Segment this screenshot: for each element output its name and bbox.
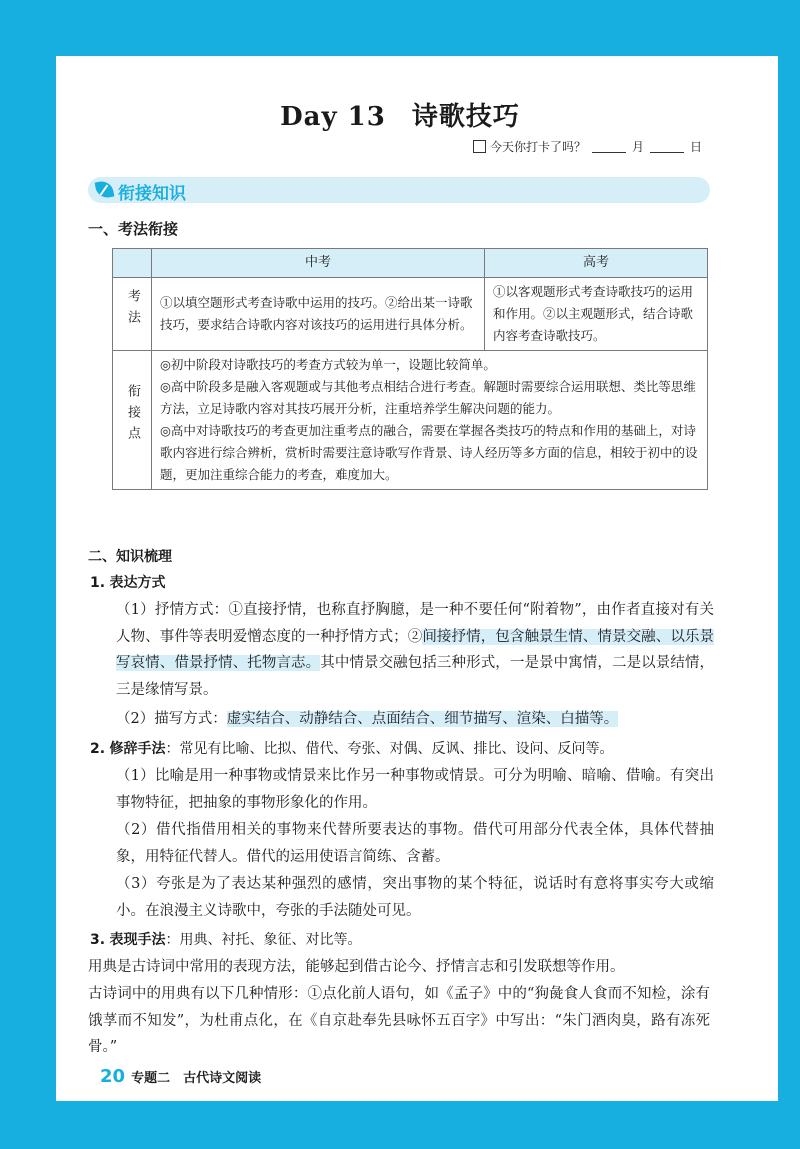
item1-p2-a: （2）描写方式： (116, 711, 227, 727)
item1-para-1 (116, 597, 714, 703)
title-day: Day 13 (280, 102, 386, 132)
title-topic: 诗歌技巧 (411, 102, 520, 132)
month-label: 月 (631, 140, 644, 154)
item2-para-1: （1）比喻是用一种事物或情景来比作另一种事物或情景。可分为明喻、暗喻、借喻。有突出事物特征，把抽象的事物形象化的作用。 (116, 768, 714, 811)
page-number: 20 (100, 1066, 126, 1087)
checkin-checkbox[interactable] (473, 140, 486, 153)
item2-para-3: （3）夸张是为了表达某种强烈的感情，突出事物的某个特征，说话时有意将事实夸大或缩小。在浪漫主义诗歌中，夸张的手法随处可见。 (116, 876, 714, 919)
item1-label: 表达方式 (109, 575, 166, 591)
item2-heading (90, 738, 614, 758)
table-header-row (113, 249, 708, 278)
item1-heading (90, 572, 166, 592)
xianjie-point-1: ◎初中阶段对诗歌技巧的考查方式较为单一，设题比较简单。 (160, 357, 496, 372)
cell-gaokao-kaofa: ①以客观题形式考查诗歌技巧的运用和作用。②以主观题形式，结合诗歌内容考查诗歌技巧。 (485, 278, 708, 351)
row-head-kaofa (113, 278, 152, 351)
item3-num: 3. (90, 932, 106, 948)
item1-p1-a: （1）抒情方式：①直接抒情，也称直抒胸臆，是一种不要任何“附着物”，由作者直接对有关人物、事件等表明爱憎态度的一种抒情方式；② (116, 602, 714, 645)
banner-label: 衔接知识 (118, 184, 186, 204)
cell-xianjie (152, 351, 708, 490)
item3-label: 表现手法 (109, 932, 166, 948)
page-footer (100, 1066, 261, 1087)
item3-p1-text: 用典是古诗词中常用的表现方法，能够起到借古论今、抒情言志和引发联想等作用。 (88, 959, 625, 975)
row-head-xianjie (113, 351, 152, 490)
item3-rest: ：用典、衬托、象征、对比等。 (165, 932, 362, 948)
frame-bottom (0, 1101, 800, 1149)
xianjie-point-3: ◎高中对诗歌技巧的考查更加注重考点的融合，需要在掌握各类技巧的特点和作用的基础上，对诗歌内容进行综合辨析，赏析时需要注意诗歌写作背景、诗人经历等多方面的信息，相较于初中的设题，更加注重综合能力的考查，难度加大。 (160, 423, 698, 482)
day-label: 日 (689, 140, 702, 154)
item1-p1-highlight: 间接抒情，包含触景生情、情景交融、以乐景写哀情、借景抒情、托物言志。 (116, 628, 715, 671)
col-header-zhongkao: 中考 (152, 249, 485, 278)
item1-p2-highlight: 虚实结合、动静结合、点面结合、细节描写、渲染、白描等。 (226, 711, 619, 727)
item3-para-1 (88, 954, 710, 981)
month-blank[interactable] (592, 140, 626, 153)
table-row (113, 351, 708, 490)
item1-num: 1. (90, 575, 106, 591)
item1-p1-b: 其中情景交融包括三种形式，一是景中寓情，二是以景结情，三是缘情写景。 (116, 655, 715, 698)
page-title (0, 96, 800, 133)
table-corner (113, 249, 152, 278)
item1-para-2 (116, 706, 714, 733)
frame-top (0, 0, 800, 56)
item2-rest: ：常见有比喻、比拟、借代、夸张、对偶、反讽、排比、设问、反问等。 (165, 741, 614, 757)
checkin-label: 今天你打卡了吗？ (489, 140, 586, 154)
checkin-row (473, 138, 702, 155)
comparison-table (112, 248, 708, 490)
row-head-xianjie-text: 衔接点 (125, 384, 140, 447)
item3-para-2 (88, 981, 710, 1061)
frame-right (778, 0, 800, 1149)
item3-p2-text: 古诗词中的用典有以下几种情形：①点化前人语句，如《孟子》中的“狗彘食人食而不知检，涂有饿莩而不知发”，为杜甫点化，在《自京赴奉先县咏怀五百字》中写出：“朱门酒肉臭，路有冻死骨。” (88, 986, 710, 1055)
col-header-gaokao: 高考 (485, 249, 708, 278)
row-head-kaofa-text: 考法 (125, 288, 140, 331)
section-banner (88, 177, 710, 203)
footer-topic: 专题二 古代诗文阅读 (131, 1071, 262, 1086)
cell-zhongkao-kaofa: ①以填空题形式考查诗歌中运用的技巧。②给出某一诗歌技巧，要求结合诗歌内容对该技巧的运用进行具体分析。 (152, 278, 485, 351)
item2-label: 修辞手法 (109, 741, 166, 757)
section1-heading: 一、考法衔接 (88, 220, 179, 238)
table-row (113, 278, 708, 351)
item3-heading (90, 929, 362, 949)
section2-heading: 二、知识梳理 (88, 549, 172, 565)
xianjie-point-2: ◎高中阶段多是融入客观题或与其他考点相结合进行考查。解题时需要综合运用联想、类比等思维方法，立足诗歌内容对其技巧展开分析，注重培养学生解决问题的能力。 (160, 379, 696, 416)
item2-num: 2. (90, 741, 106, 757)
frame-left (0, 0, 56, 1149)
item2-para-2: （2）借代指借用相关的事物来代替所要表达的事物。借代可用部分代表全体，具体代替抽象，用特征代替人。借代的运用使语言简练、含蓄。 (116, 822, 714, 865)
day-blank[interactable] (650, 140, 684, 153)
